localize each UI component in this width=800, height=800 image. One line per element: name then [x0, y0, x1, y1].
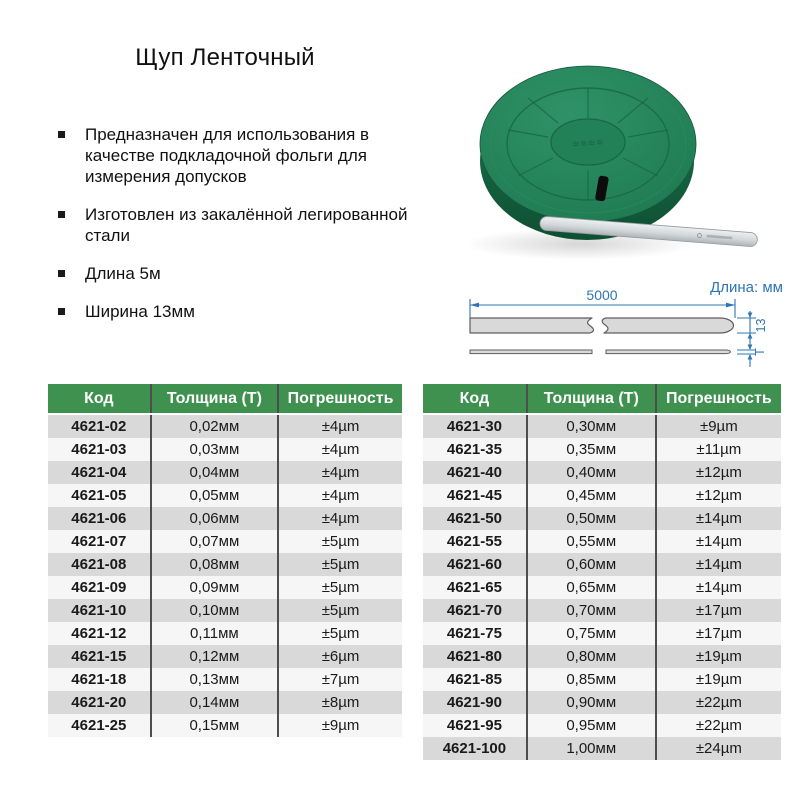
table-row: [423, 691, 781, 714]
cell-tolerance: ±12µm: [656, 484, 781, 507]
cell-tolerance: ±5µm: [278, 530, 402, 553]
cell-thickness: 0,05мм: [151, 484, 278, 507]
table-row: [423, 622, 781, 645]
cell-code: 4621-25: [71, 717, 127, 734]
cell-thickness: 0,60мм: [527, 553, 656, 576]
cell-code: 4621-40: [446, 464, 502, 481]
cell-code: 4621-20: [71, 694, 127, 711]
bullet-square-icon: [58, 308, 65, 315]
cell-code: 4621-07: [71, 533, 127, 550]
cell-thickness: 0,03мм: [151, 438, 278, 461]
cell-tolerance: ±19µm: [656, 645, 781, 668]
table-row: [423, 599, 781, 622]
table-row: [423, 414, 781, 438]
table-row: [423, 576, 781, 599]
cell-tolerance: ±4µm: [278, 461, 402, 484]
table-row: [423, 714, 781, 737]
cell-tolerance: ±12µm: [656, 461, 781, 484]
table-header-row: [423, 384, 781, 414]
cell-code: 4621-70: [446, 602, 502, 619]
feature-text: Предназначен для использования в качестве подкладочной фольги для измерения допусков: [85, 125, 370, 186]
header-code: Код: [48, 384, 151, 414]
cell-code: 4621-75: [446, 625, 502, 642]
cell-tolerance: ±14µm: [656, 553, 781, 576]
cell-thickness: 0,09мм: [151, 576, 278, 599]
dimension-diagram: [455, 278, 790, 378]
table-row: [48, 461, 402, 484]
feature-text: Длина 5м: [85, 264, 161, 283]
header-thickness: Толщина (Т): [151, 384, 278, 414]
cell-tolerance: ±5µm: [278, 576, 402, 599]
table-row: [423, 645, 781, 668]
cell-code: 4621-85: [446, 671, 502, 688]
cell-tolerance: ±5µm: [278, 553, 402, 576]
cell-thickness: 0,30мм: [527, 414, 656, 438]
cell-tolerance: ±9µm: [656, 414, 781, 438]
cell-thickness: 0,80мм: [527, 645, 656, 668]
cell-thickness: 0,11мм: [151, 622, 278, 645]
table-row: [423, 461, 781, 484]
cell-code: 4621-50: [446, 510, 502, 527]
spec-table-right: [423, 384, 781, 760]
cell-tolerance: ±14µm: [656, 507, 781, 530]
cell-tolerance: ±7µm: [278, 668, 402, 691]
cell-thickness: 0,85мм: [527, 668, 656, 691]
table-row: [423, 530, 781, 553]
cell-code: 4621-02: [71, 418, 127, 435]
cell-tolerance: ±5µm: [278, 599, 402, 622]
cell-thickness: 0,70мм: [527, 599, 656, 622]
cell-code: 4621-06: [71, 510, 127, 527]
cell-tolerance: ±4µm: [278, 414, 402, 438]
cell-thickness: 0,35мм: [527, 438, 656, 461]
feature-text: Ширина 13мм: [85, 302, 195, 321]
cell-code: 4621-95: [446, 717, 502, 734]
table-row: [48, 622, 402, 645]
cell-thickness: 0,50мм: [527, 507, 656, 530]
cell-code: 4621-03: [71, 441, 127, 458]
cell-code: 4621-05: [71, 487, 127, 504]
cell-thickness: 0,45мм: [527, 484, 656, 507]
tape-top-view: [470, 318, 734, 333]
cell-tolerance: ±14µm: [656, 576, 781, 599]
cell-code: 4621-65: [446, 579, 502, 596]
table-row: [48, 484, 402, 507]
feature-item: [58, 204, 410, 246]
cell-tolerance: ±22µm: [656, 714, 781, 737]
cell-code: 4621-12: [71, 625, 127, 642]
cell-code: 4621-30: [446, 418, 502, 435]
thickness-dimension-label: Т: [753, 348, 767, 356]
cell-thickness: 0,08мм: [151, 553, 278, 576]
cell-tolerance: ±17µm: [656, 599, 781, 622]
feature-list: [58, 124, 410, 339]
table-row: [423, 737, 781, 760]
cell-tolerance: ±4µm: [278, 507, 402, 530]
cell-thickness: 0,15мм: [151, 714, 278, 737]
table-row: [423, 553, 781, 576]
cell-code: 4621-18: [71, 671, 127, 688]
length-dimension-value: 5000: [586, 287, 618, 303]
cell-code: 4621-10: [71, 602, 127, 619]
table-row: [48, 530, 402, 553]
cell-tolerance: ±19µm: [656, 668, 781, 691]
cell-thickness: 0,07мм: [151, 530, 278, 553]
table-row: [48, 691, 402, 714]
feature-text: Изготовлен из закалённой легированной стали: [85, 205, 408, 245]
table-row: [423, 438, 781, 461]
cell-tolerance: ±22µm: [656, 691, 781, 714]
table-row: [48, 668, 402, 691]
feature-item: [58, 301, 410, 322]
cell-thickness: 0,55мм: [527, 530, 656, 553]
header-tolerance: Погрешность: [656, 384, 781, 414]
diagram-units-label: Длина: мм: [710, 279, 783, 296]
table-row: [48, 645, 402, 668]
table-row: [48, 414, 402, 438]
tape-case: [480, 66, 696, 240]
cell-tolerance: ±8µm: [278, 691, 402, 714]
table-row: [48, 599, 402, 622]
feature-item: [58, 263, 410, 284]
cell-thickness: 0,06мм: [151, 507, 278, 530]
header-tolerance: Погрешность: [278, 384, 402, 414]
cell-code: 4621-04: [71, 464, 127, 481]
cell-thickness: 0,13мм: [151, 668, 278, 691]
cell-code: 4621-15: [71, 648, 127, 665]
cell-thickness: 0,04мм: [151, 461, 278, 484]
cell-thickness: 0,10мм: [151, 599, 278, 622]
tape-side-view: [470, 350, 731, 354]
cell-tolerance: ±4µm: [278, 438, 402, 461]
cell-tolerance: ±17µm: [656, 622, 781, 645]
cell-tolerance: ±5µm: [278, 622, 402, 645]
cell-tolerance: ±6µm: [278, 645, 402, 668]
cell-thickness: 0,90мм: [527, 691, 656, 714]
table-row: [48, 507, 402, 530]
cell-code: 4621-100: [442, 740, 507, 757]
cell-code: 4621-80: [446, 648, 502, 665]
cell-thickness: 0,95мм: [527, 714, 656, 737]
cell-tolerance: ±11µm: [656, 438, 781, 461]
table-row: [48, 576, 402, 599]
cell-tolerance: ±24µm: [656, 737, 781, 760]
table-row: [423, 507, 781, 530]
cell-code: 4621-35: [446, 441, 502, 458]
cell-tolerance: ±4µm: [278, 484, 402, 507]
header-code: Код: [423, 384, 527, 414]
cell-code: 4621-90: [446, 694, 502, 711]
lid-logo-embossing: ≋≋≋≋: [571, 136, 605, 150]
table-row: [423, 668, 781, 691]
cell-code: 4621-08: [71, 556, 127, 573]
table-row: [48, 438, 402, 461]
bullet-square-icon: [58, 211, 65, 218]
cell-thickness: 0,40мм: [527, 461, 656, 484]
cell-thickness: 0,12мм: [151, 645, 278, 668]
table-row: [48, 553, 402, 576]
table-row: [423, 484, 781, 507]
cell-thickness: 0,75мм: [527, 622, 656, 645]
header-thickness: Толщина (Т): [527, 384, 656, 414]
table-row: [48, 714, 402, 737]
bullet-square-icon: [58, 270, 65, 277]
cell-thickness: 1,00мм: [527, 737, 656, 760]
table-header-row: [48, 384, 402, 414]
product-photo: [455, 48, 790, 276]
cell-code: 4621-60: [446, 556, 502, 573]
bullet-square-icon: [58, 131, 65, 138]
spec-table-left: [48, 384, 402, 737]
width-dimension-value: 13: [754, 318, 768, 333]
cell-code: 4621-45: [446, 487, 502, 504]
feature-item: [58, 124, 410, 187]
cell-code: 4621-55: [446, 533, 502, 550]
cell-code: 4621-09: [71, 579, 127, 596]
cell-thickness: 0,02мм: [151, 414, 278, 438]
cell-tolerance: ±9µm: [278, 714, 402, 737]
cell-thickness: 0,14мм: [151, 691, 278, 714]
page-title: Щуп Ленточный: [135, 44, 315, 71]
cell-thickness: 0,65мм: [527, 576, 656, 599]
cell-tolerance: ±14µm: [656, 530, 781, 553]
